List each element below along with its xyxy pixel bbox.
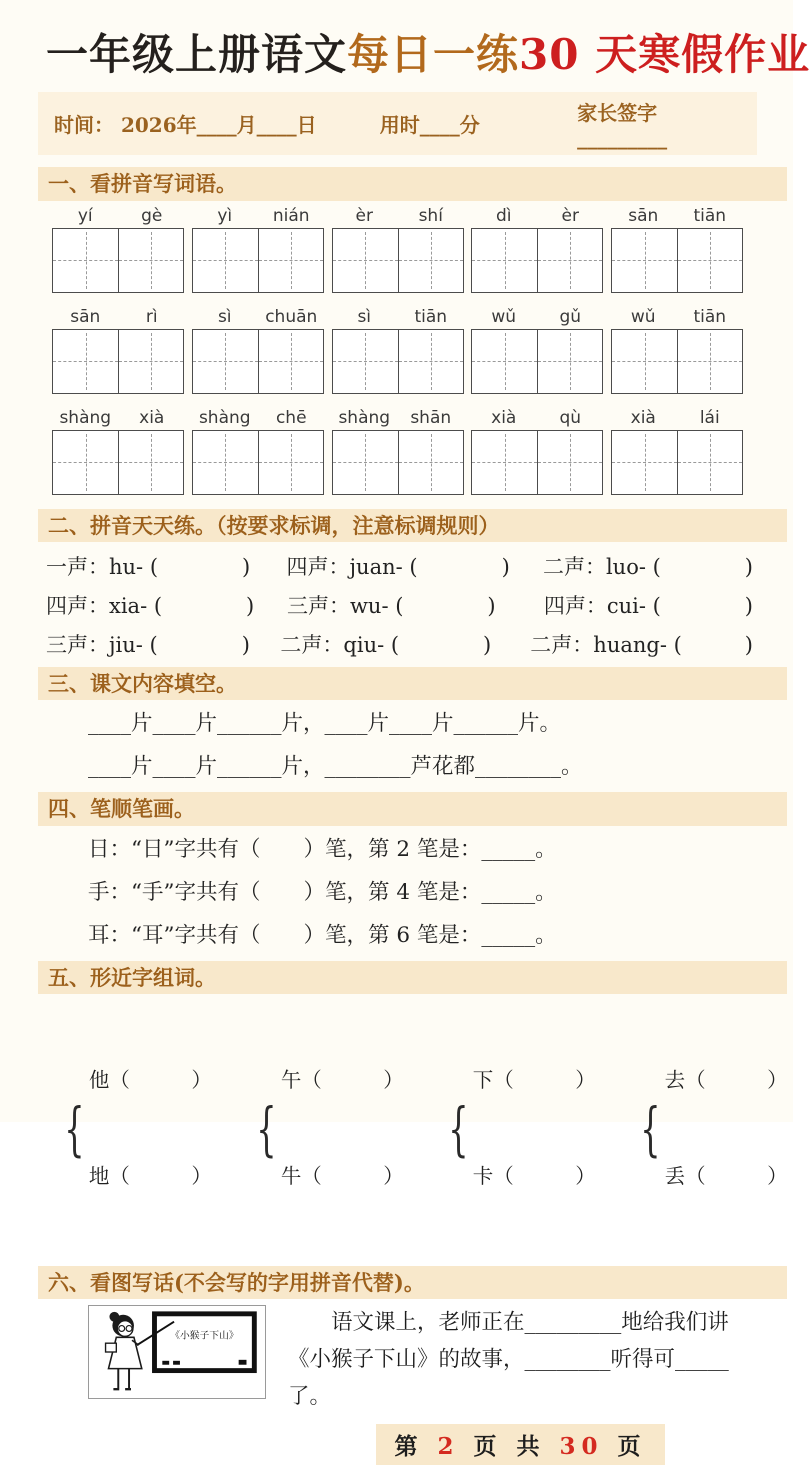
writing-box xyxy=(471,329,603,394)
writing-box xyxy=(192,430,324,495)
similar-char-line: 卡（ ） xyxy=(472,1163,596,1188)
pinyin-label: lái xyxy=(699,407,720,428)
similar-char-line: 下（ ） xyxy=(472,1068,596,1093)
writing-cell xyxy=(398,229,463,292)
writing-box xyxy=(471,430,603,495)
writing-cell xyxy=(258,330,323,393)
pinyin-label: sān xyxy=(628,205,659,226)
similar-char-line: 午（ ） xyxy=(280,1068,404,1093)
section3-heading: 三、课文内容填空。 xyxy=(38,667,787,700)
pinyin-label: tiān xyxy=(693,205,727,226)
writing-cell xyxy=(612,229,677,292)
tone-exercise-row xyxy=(46,590,753,620)
tone-exercise-item: 三声：jiu- ( ) xyxy=(46,632,250,657)
writing-cell xyxy=(258,229,323,292)
blackboard-text: 《小猴子下山》 xyxy=(170,1330,239,1342)
picture-writing-block xyxy=(88,1305,753,1465)
section5-heading: 五、形近字组词。 xyxy=(38,961,787,994)
pinyin-label: èr xyxy=(355,205,373,226)
writing-cell xyxy=(333,431,398,494)
info-line xyxy=(38,92,757,155)
section6-heading: 六、看图写话(不会写的字用拼音代替)。 xyxy=(38,1266,787,1299)
title-grade-part: 一年级上册语文 xyxy=(46,30,348,79)
brace-icon: { xyxy=(256,1094,277,1163)
stroke-order-block xyxy=(88,832,753,949)
pinyin-label: xià xyxy=(630,407,656,428)
parent-signature-field: 家长签字_________ xyxy=(577,101,668,151)
date-field: 时间： 2026年____月____日 xyxy=(54,113,317,138)
page-number xyxy=(376,1424,664,1465)
pinyin-label: shàng xyxy=(338,407,391,428)
writing-cell xyxy=(193,229,258,292)
writing-cell xyxy=(193,431,258,494)
pinyin-writing-grid xyxy=(52,206,743,495)
writing-cell xyxy=(537,431,602,494)
brace-icon: { xyxy=(448,1094,469,1163)
similar-char-line: 牛（ ） xyxy=(280,1163,404,1188)
picture-writing-paragraph: 语文课上，老师正在_________地给我们讲《小猴子下山》的故事，________听得可_____了。 xyxy=(288,1310,729,1410)
tone-exercise-item: 四声：juan- ( ) xyxy=(286,554,510,579)
pinyin-label: sān xyxy=(70,306,101,327)
pinyin-label: chē xyxy=(275,407,307,428)
writing-box xyxy=(611,430,743,495)
tone-exercise-item: 一声：hu- ( ) xyxy=(46,554,251,579)
similar-char-group xyxy=(632,1002,788,1256)
stroke-order-line: 耳：“耳”字共有（ ）笔，第 6 笔是：_____。 xyxy=(88,922,557,948)
pinyin-label: shān xyxy=(410,407,452,428)
section1-heading: 一、看拼音写词语。 xyxy=(38,167,787,200)
writing-box xyxy=(52,430,184,495)
writing-cell xyxy=(333,229,398,292)
writing-cell xyxy=(333,330,398,393)
writing-box xyxy=(332,228,464,293)
writing-box xyxy=(52,228,184,293)
writing-box-row xyxy=(52,329,743,394)
pinyin-label: shí xyxy=(418,205,443,226)
stroke-order-line: 日：“日”字共有（ ）笔，第 2 笔是：_____。 xyxy=(88,836,557,862)
title-daily-part: 每日一练 xyxy=(347,30,520,79)
writing-cell xyxy=(612,431,677,494)
writing-cell xyxy=(118,229,183,292)
total-page-number: 30 xyxy=(559,1433,604,1461)
duration-field: 用时____分 xyxy=(379,113,480,138)
fill-in-line: ____片____片______片，________芦花都________。 xyxy=(88,754,583,780)
writing-box xyxy=(192,228,324,293)
tone-exercise-item: 二声：huang- ( ) xyxy=(530,632,753,657)
page-number-middle: 页 共 xyxy=(473,1433,546,1461)
pinyin-label: tiān xyxy=(414,306,448,327)
writing-cell xyxy=(53,431,118,494)
teacher-blackboard-illustration xyxy=(88,1305,266,1399)
pinyin-label: tiān xyxy=(693,306,727,327)
pinyin-label-row xyxy=(52,408,743,428)
pinyin-label: qù xyxy=(559,407,582,428)
tone-exercise-item: 二声：luo- ( ) xyxy=(542,554,753,579)
similar-char-group xyxy=(440,1002,596,1256)
pinyin-label: gǔ xyxy=(559,306,582,327)
similar-char-line: 去（ ） xyxy=(664,1068,788,1093)
writing-box xyxy=(471,228,603,293)
writing-box xyxy=(52,329,184,394)
similar-char-groups xyxy=(56,1002,788,1256)
writing-cell xyxy=(53,330,118,393)
pinyin-label-row xyxy=(52,307,743,327)
pinyin-label: rì xyxy=(145,306,158,327)
tone-exercise-row xyxy=(46,629,753,659)
similar-char-group xyxy=(248,1002,404,1256)
pinyin-label: wǔ xyxy=(491,306,517,327)
tone-exercise-item: 二声：qiu- ( ) xyxy=(280,632,492,657)
pinyin-label: dì xyxy=(495,205,512,226)
pinyin-label: sì xyxy=(217,306,232,327)
current-page-number: 2 xyxy=(437,1433,460,1461)
pinyin-label: wǔ xyxy=(630,306,656,327)
writing-cell xyxy=(258,431,323,494)
writing-cell xyxy=(398,330,463,393)
pinyin-label: nián xyxy=(272,205,310,226)
similar-char-line: 丢（ ） xyxy=(664,1163,788,1188)
writing-box xyxy=(192,329,324,394)
writing-cell xyxy=(472,330,537,393)
pinyin-label: xià xyxy=(139,407,165,428)
writing-cell xyxy=(53,229,118,292)
similar-char-line: 地（ ） xyxy=(88,1163,212,1188)
tone-exercise-item: 四声：cui- ( ) xyxy=(543,593,753,618)
writing-box-row xyxy=(52,430,743,495)
page-title xyxy=(0,0,810,80)
writing-box xyxy=(611,228,743,293)
tone-exercise-list xyxy=(46,551,753,659)
section2-heading: 二、拼音天天练。（按要求标调，注意标调规则） xyxy=(38,509,787,542)
writing-box-row xyxy=(52,228,743,293)
pinyin-label: sì xyxy=(357,306,372,327)
page-number-prefix: 第 xyxy=(394,1433,424,1461)
writing-box xyxy=(332,329,464,394)
pinyin-label: xià xyxy=(491,407,517,428)
tone-exercise-item: 四声：xia- ( ) xyxy=(46,593,255,618)
writing-box xyxy=(611,329,743,394)
writing-cell xyxy=(537,330,602,393)
writing-cell xyxy=(472,229,537,292)
writing-cell xyxy=(118,431,183,494)
pinyin-label: èr xyxy=(561,205,579,226)
similar-char-group xyxy=(56,1002,212,1256)
pinyin-label: yí xyxy=(77,205,93,226)
similar-char-line: 他（ ） xyxy=(88,1068,212,1093)
tone-exercise-row xyxy=(46,551,753,581)
pinyin-label: gè xyxy=(141,205,163,226)
writing-cell xyxy=(612,330,677,393)
writing-cell xyxy=(677,330,742,393)
writing-cell xyxy=(677,229,742,292)
fill-in-text-block xyxy=(88,706,753,780)
section4-heading: 四、笔顺笔画。 xyxy=(38,792,787,825)
writing-cell xyxy=(398,431,463,494)
fill-in-line: ____片____片______片，____片____片______片。 xyxy=(88,711,562,737)
pinyin-label: shàng xyxy=(198,407,251,428)
brace-icon: { xyxy=(640,1094,661,1163)
writing-cell xyxy=(118,330,183,393)
page-number-suffix: 页 xyxy=(617,1433,647,1461)
writing-box xyxy=(332,430,464,495)
title-holiday-part: 30 天寒假作业 xyxy=(519,30,810,79)
pinyin-label: shàng xyxy=(59,407,112,428)
pinyin-label: chuān xyxy=(265,306,318,327)
brace-icon: { xyxy=(64,1094,85,1163)
pinyin-label-row xyxy=(52,206,743,226)
pinyin-label: yì xyxy=(217,205,233,226)
writing-cell xyxy=(537,229,602,292)
writing-cell xyxy=(193,330,258,393)
tone-exercise-item: 三声：wu- ( ) xyxy=(286,593,496,618)
stroke-order-line: 手：“手”字共有（ ）笔，第 4 笔是：_____。 xyxy=(88,879,557,905)
writing-cell xyxy=(677,431,742,494)
writing-cell xyxy=(472,431,537,494)
